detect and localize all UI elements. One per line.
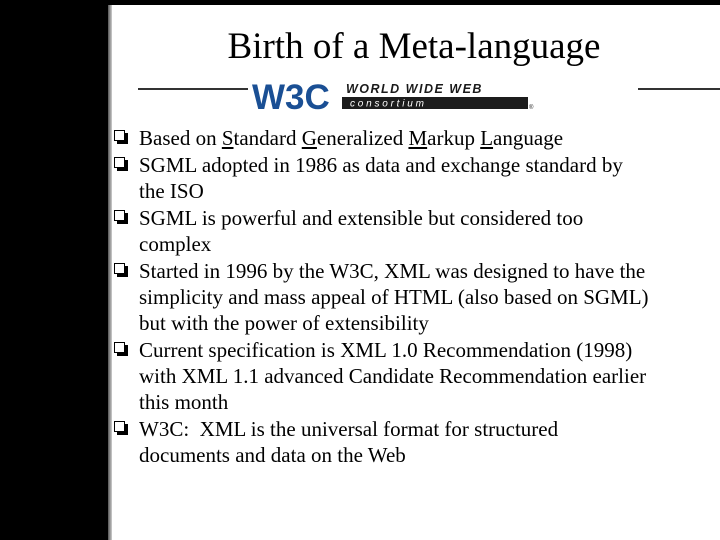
- bullet-item: [114, 152, 720, 204]
- bullet-text-part: arkup: [427, 126, 481, 150]
- bullet-text-part: anguage: [493, 126, 564, 150]
- bullet-line: SGML is powerful and extensible but considered too: [139, 206, 584, 230]
- bullet-line: simplicity and mass appeal of HTML (also based on SGML): [139, 285, 649, 309]
- bullet-line: this month: [139, 390, 229, 414]
- bullet-text-part: M: [408, 126, 428, 150]
- bullet-text-part: Based on: [139, 126, 222, 150]
- bullet-marker-icon: [114, 210, 128, 224]
- bullet-list: [114, 125, 720, 469]
- bullet-line: but with the power of extensibility: [139, 311, 429, 335]
- slide: [108, 5, 720, 540]
- bullet-line: Current specification is XML 1.0 Recommendation (1998): [139, 338, 633, 362]
- w3c-logo: [250, 75, 538, 115]
- bullet-text-part: G: [301, 126, 317, 150]
- slide-title: Birth of a Meta-language: [227, 26, 601, 67]
- bullet-item: [114, 258, 720, 336]
- bullet-text: [139, 205, 720, 257]
- bullet-text: [139, 337, 720, 415]
- logo-registered: ®: [529, 105, 534, 111]
- bullet-line: complex: [139, 232, 212, 256]
- w3c-mark: W3C: [252, 78, 330, 115]
- bullet-marker-icon: [114, 342, 128, 356]
- logo-line2: c o n s o r t i u m: [350, 98, 424, 110]
- bullet-item: [114, 416, 720, 468]
- bullet-item: [114, 125, 720, 151]
- bullet-text-part: eneralized: [316, 126, 409, 150]
- bullet-marker-icon: [114, 263, 128, 277]
- bullet-text: [139, 258, 720, 336]
- bullet-text: [139, 416, 720, 468]
- bullet-text-part: tandard: [233, 126, 302, 150]
- bullet-line: with XML 1.1 advanced Candidate Recommendation earlier: [139, 364, 647, 388]
- divider-left: [138, 88, 248, 90]
- bullet-marker-icon: [114, 421, 128, 435]
- bullet-line: the ISO: [139, 179, 204, 203]
- bullet-text-part: S: [221, 126, 234, 150]
- bullet-marker-icon: [114, 130, 128, 144]
- logo-line1: WORLD WIDE WEB: [346, 82, 483, 96]
- slide-left-edge: [108, 5, 112, 540]
- bullet-marker-icon: [114, 157, 128, 171]
- bullet-line: W3C: XML is the universal format for structured: [139, 417, 559, 441]
- bullet-line: documents and data on the Web: [139, 443, 406, 467]
- bullet-text: [139, 152, 720, 204]
- bullet-line: SGML adopted in 1986 as data and exchange standard by: [139, 153, 623, 177]
- divider-right: [638, 88, 720, 90]
- bullet-item: [114, 205, 720, 257]
- w3c-logo-graphic: [250, 75, 538, 115]
- bullet-item: [114, 337, 720, 415]
- bullet-text: [139, 125, 720, 151]
- bullet-line: Started in 1996 by the W3C, XML was designed to have the: [139, 259, 646, 283]
- bullet-text-part: L: [480, 126, 494, 150]
